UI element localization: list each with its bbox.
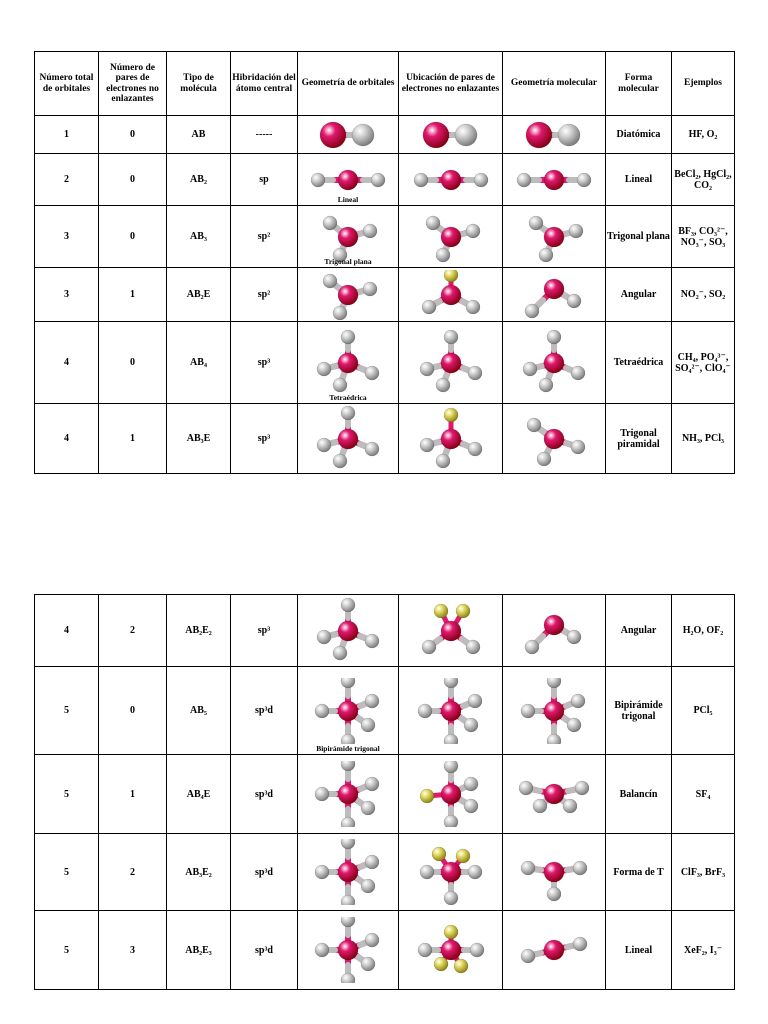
orbital-geometry-label: Trigonal plana: [324, 257, 372, 266]
table-row: [35, 667, 735, 755]
molecule-model-image: [503, 761, 605, 827]
molecule-model-image: [399, 208, 502, 266]
orbital-geometry-label: Bipirámide trigonal: [316, 744, 380, 753]
cell-n-total: 4: [35, 322, 99, 404]
cell-molecular-shape: Angular: [606, 268, 672, 322]
cell-lone-pair-location: [399, 206, 503, 268]
cell-lone-pair-location: [399, 404, 503, 474]
cell-n-lone: 0: [99, 116, 167, 154]
cell-orbital-geometry: [298, 268, 399, 322]
molecule-model-image: [503, 208, 605, 266]
table-row: [35, 154, 735, 206]
cell-lone-pair-location: [399, 154, 503, 206]
molecule-model-image: [503, 917, 605, 983]
header-examples: Ejemplos: [672, 52, 735, 116]
cell-molecular-geometry: [503, 404, 606, 474]
orbital-geometry-label: Tetraédrica: [329, 393, 367, 402]
table-row: [35, 322, 735, 404]
cell-n-lone: 1: [99, 404, 167, 474]
cell-molecular-shape: Bipirámide trigonal: [606, 667, 672, 755]
vsepr-table-lower: [34, 594, 735, 990]
cell-examples: XeF₂, I₃⁻: [672, 911, 735, 990]
cell-molecular-shape: Angular: [606, 595, 672, 667]
cell-n-lone: 0: [99, 154, 167, 206]
molecule-model-image: [298, 917, 398, 983]
cell-hybridization: sp³d: [231, 834, 298, 911]
cell-molecular-shape: Lineal: [606, 911, 672, 990]
cell-molecular-shape: Diatómica: [606, 116, 672, 154]
cell-n-total: 2: [35, 154, 99, 206]
table-row: [35, 404, 735, 474]
cell-examples: HF, O₂: [672, 116, 735, 154]
cell-molecular-geometry: [503, 911, 606, 990]
header-n-lone: Número de pares de electrones no enlazantes: [99, 52, 167, 116]
molecule-model-image: [503, 678, 605, 744]
cell-orbital-geometry: [298, 755, 399, 834]
molecule-model-image: [298, 839, 398, 905]
cell-molecular-geometry: [503, 268, 606, 322]
molecule-model-image: [298, 330, 398, 396]
cell-lone-pair-location: [399, 834, 503, 911]
orbital-geometry-label: Lineal: [337, 195, 359, 204]
cell-n-total: 3: [35, 206, 99, 268]
cell-molecule-type: AB₄E: [167, 755, 231, 834]
cell-n-total: 4: [35, 404, 99, 474]
cell-molecule-type: AB₂E₂: [167, 595, 231, 667]
cell-lone-pair-location: [399, 322, 503, 404]
cell-examples: BF₃, CO₃²⁻, NO₃⁻, SO₃: [672, 206, 735, 268]
molecule-model-image: [298, 118, 398, 152]
molecule-model-image: [503, 118, 605, 152]
cell-molecular-shape: Forma de T: [606, 834, 672, 911]
cell-orbital-geometry: [298, 911, 399, 990]
cell-n-total: 4: [35, 595, 99, 667]
cell-n-total: 5: [35, 911, 99, 990]
cell-molecule-type: AB₃E: [167, 404, 231, 474]
molecule-model-image: [399, 761, 502, 827]
table-row: [35, 206, 735, 268]
molecule-model-image: [503, 330, 605, 396]
cell-n-total: 5: [35, 667, 99, 755]
cell-lone-pair-location: [399, 268, 503, 322]
cell-molecular-geometry: [503, 667, 606, 755]
header-orbital-geometry: Geometría de orbitales: [298, 52, 399, 116]
cell-molecule-type: AB₅: [167, 667, 231, 755]
cell-molecular-geometry: [503, 322, 606, 404]
molecule-model-image: [298, 270, 398, 320]
cell-molecular-geometry: [503, 595, 606, 667]
header-molecular-geometry: Geometría molecular: [503, 52, 606, 116]
cell-examples: ClF₃, BrF₃: [672, 834, 735, 911]
header-lone-pair-location: Ubicación de pares de electrones no enlazantes: [399, 52, 503, 116]
cell-n-lone: 1: [99, 755, 167, 834]
cell-molecule-type: AB₄: [167, 322, 231, 404]
table-row: [35, 834, 735, 911]
molecule-model-image: [503, 839, 605, 905]
cell-lone-pair-location: [399, 595, 503, 667]
cell-lone-pair-location: [399, 755, 503, 834]
molecule-model-image: [399, 330, 502, 396]
molecule-model-image: [503, 270, 605, 320]
cell-n-lone: 2: [99, 834, 167, 911]
cell-molecule-type: AB₃E₂: [167, 834, 231, 911]
cell-hybridization: sp²: [231, 206, 298, 268]
cell-lone-pair-location: [399, 116, 503, 154]
header-n-total: Número total de orbitales: [35, 52, 99, 116]
cell-n-total: 1: [35, 116, 99, 154]
cell-hybridization: sp²: [231, 268, 298, 322]
molecule-model-image: [399, 598, 502, 664]
header-molecular-shape: Forma molecular: [606, 52, 672, 116]
cell-molecular-geometry: [503, 206, 606, 268]
molecule-model-image: [298, 678, 398, 744]
header-hybridization: Hibridación del átomo central: [231, 52, 298, 116]
cell-n-lone: 2: [99, 595, 167, 667]
molecule-model-image: [399, 678, 502, 744]
cell-hybridization: -----: [231, 116, 298, 154]
molecule-model-image: [399, 406, 502, 472]
molecule-model-image: [399, 156, 502, 204]
cell-orbital-geometry: [298, 404, 399, 474]
molecule-model-image: [298, 406, 398, 472]
cell-examples: NO₂⁻, SO₂: [672, 268, 735, 322]
molecule-model-image: [298, 598, 398, 664]
cell-hybridization: sp³: [231, 404, 298, 474]
cell-hybridization: sp³: [231, 595, 298, 667]
cell-lone-pair-location: [399, 667, 503, 755]
cell-molecule-type: AB: [167, 116, 231, 154]
cell-hybridization: sp³: [231, 322, 298, 404]
cell-molecule-type: AB₃: [167, 206, 231, 268]
vsepr-table-upper: [34, 51, 735, 474]
cell-hybridization: sp³d: [231, 667, 298, 755]
cell-examples: PCl₅: [672, 667, 735, 755]
cell-orbital-geometry: [298, 595, 399, 667]
cell-examples: CH₄, PO₄³⁻, SO₄²⁻, ClO₄⁻: [672, 322, 735, 404]
molecule-model-image: [503, 406, 605, 472]
cell-hybridization: sp³d: [231, 911, 298, 990]
table-row: [35, 755, 735, 834]
molecule-model-image: [399, 917, 502, 983]
cell-examples: NH₃, PCl₃: [672, 404, 735, 474]
molecule-model-image: [503, 156, 605, 204]
cell-hybridization: sp³d: [231, 755, 298, 834]
cell-molecular-shape: Trigonal piramidal: [606, 404, 672, 474]
cell-lone-pair-location: [399, 911, 503, 990]
table-row: [35, 911, 735, 990]
cell-molecular-shape: Tetraédrica: [606, 322, 672, 404]
table-row: [35, 268, 735, 322]
molecule-model-image: [503, 598, 605, 664]
cell-examples: H₂O, OF₂: [672, 595, 735, 667]
cell-molecular-shape: Balancín: [606, 755, 672, 834]
cell-examples: SF₄: [672, 755, 735, 834]
cell-n-total: 3: [35, 268, 99, 322]
cell-n-lone: 3: [99, 911, 167, 990]
cell-orbital-geometry: [298, 834, 399, 911]
cell-orbital-geometry: [298, 322, 399, 404]
cell-n-total: 5: [35, 834, 99, 911]
molecule-model-image: [399, 839, 502, 905]
molecule-model-image: [399, 270, 502, 320]
cell-hybridization: sp: [231, 154, 298, 206]
cell-molecular-geometry: [503, 834, 606, 911]
header-row: [35, 52, 735, 116]
cell-molecule-type: AB₂E₃: [167, 911, 231, 990]
cell-orbital-geometry: [298, 667, 399, 755]
cell-molecular-geometry: [503, 755, 606, 834]
molecule-model-image: [298, 761, 398, 827]
cell-molecular-geometry: [503, 154, 606, 206]
molecule-model-image: [399, 118, 502, 152]
cell-molecular-geometry: [503, 116, 606, 154]
table-row: [35, 595, 735, 667]
cell-n-lone: 1: [99, 268, 167, 322]
cell-orbital-geometry: [298, 206, 399, 268]
cell-molecular-shape: Lineal: [606, 154, 672, 206]
cell-n-lone: 0: [99, 322, 167, 404]
cell-examples: BeCl₂, HgCl₂, CO₂: [672, 154, 735, 206]
cell-n-total: 5: [35, 755, 99, 834]
cell-molecular-shape: Trigonal plana: [606, 206, 672, 268]
cell-molecule-type: AB₂: [167, 154, 231, 206]
cell-n-lone: 0: [99, 667, 167, 755]
cell-molecule-type: AB₂E: [167, 268, 231, 322]
table-row: [35, 116, 735, 154]
cell-n-lone: 0: [99, 206, 167, 268]
cell-orbital-geometry: [298, 154, 399, 206]
cell-orbital-geometry: [298, 116, 399, 154]
header-molecule-type: Tipo de molécula: [167, 52, 231, 116]
